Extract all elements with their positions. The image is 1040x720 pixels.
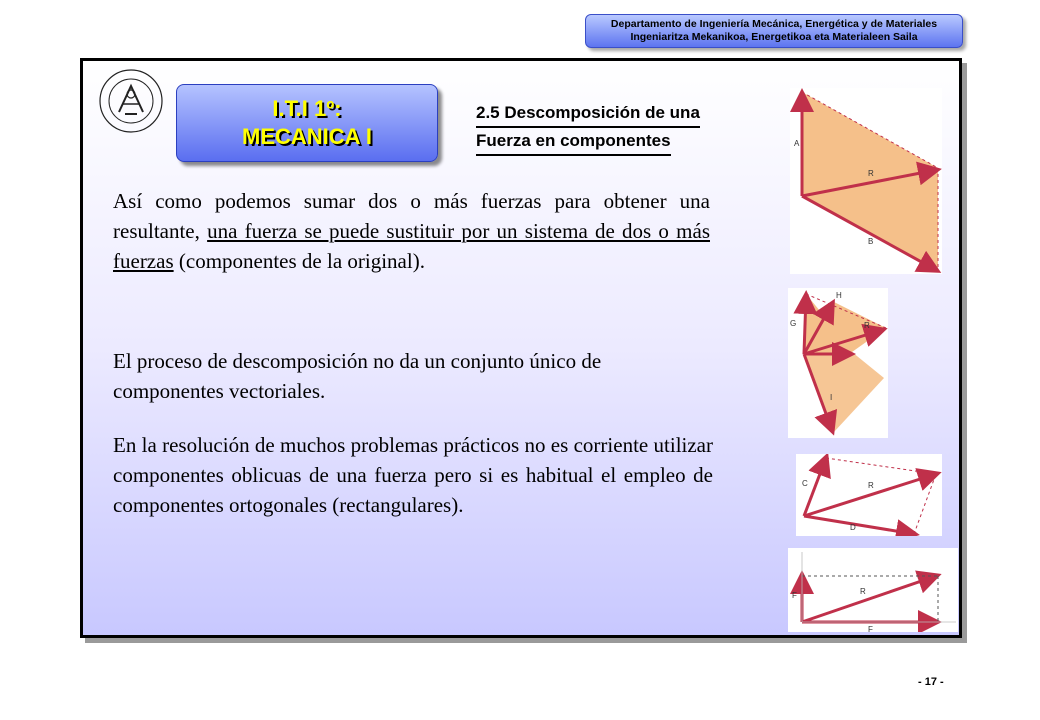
fig2-vector-g <box>804 296 806 354</box>
section-title-line2: Fuerza en componentes <box>476 128 671 156</box>
figure-decomposition-cd <box>796 454 942 536</box>
department-name-es: Departamento de Ingeniería Mecánica, Energética y de Materiales <box>610 18 938 30</box>
fig2-label-g: G <box>790 319 797 328</box>
course-name: MECANICA I <box>242 124 372 149</box>
section-title <box>476 100 700 156</box>
department-name-eu: Ingeniaritza Mekanikoa, Energetikoa eta Materialeen Saila <box>630 31 918 43</box>
paragraph-decomposition-intro <box>113 186 710 276</box>
university-seal-logo <box>98 68 164 134</box>
fig4-label-fy: F <box>792 591 797 600</box>
paragraph1-underlined: una fuerza se puede sustituir por un sistema de dos o más fuerzas <box>113 219 710 273</box>
fig1-label-b: B <box>868 237 874 246</box>
department-banner <box>585 14 963 48</box>
fig4-label-fx: F <box>868 625 873 632</box>
fig2-label-h: H <box>836 291 842 300</box>
fig3-vector-d <box>804 516 914 534</box>
fig2-label-i: I <box>830 393 833 402</box>
section-title-line1: 2.5 Descomposición de una <box>476 100 700 128</box>
fig3-label-r: R <box>868 481 874 490</box>
figure-orthogonal-components <box>788 548 958 632</box>
paragraph1-text-a: Así como podemos sumar dos o más fuerzas para obtener una resultante, <box>113 189 710 243</box>
fig3-label-c: C <box>802 479 808 488</box>
fig1-label-a: A <box>794 139 800 148</box>
fig4-vector-r <box>802 576 936 622</box>
paragraph-non-unique: El proceso de descomposición no da un conjunto único de componentes vectoriales. <box>113 349 602 403</box>
page-number: - 17 - <box>918 676 944 688</box>
paragraph-orthogonal: En la resolución de muchos problemas prácticos no es corriente utilizar componentes oblicuas de una fuerza pero si es habitual el empleo de componentes ortogonales (rectangulares). <box>113 433 713 517</box>
figure-decomposition-ab <box>790 88 942 274</box>
course-title-box <box>176 84 438 162</box>
fig1-label-r: R <box>868 169 874 178</box>
fig3-label-d: D <box>850 523 856 532</box>
fig2-label-r: R <box>864 321 870 330</box>
figure-decomposition-ghi <box>788 288 888 438</box>
paragraph1-text-b: (componentes de la original). <box>173 249 425 273</box>
fig4-label-r: R <box>860 587 866 596</box>
course-code: I.T.I 1º: <box>272 96 342 121</box>
